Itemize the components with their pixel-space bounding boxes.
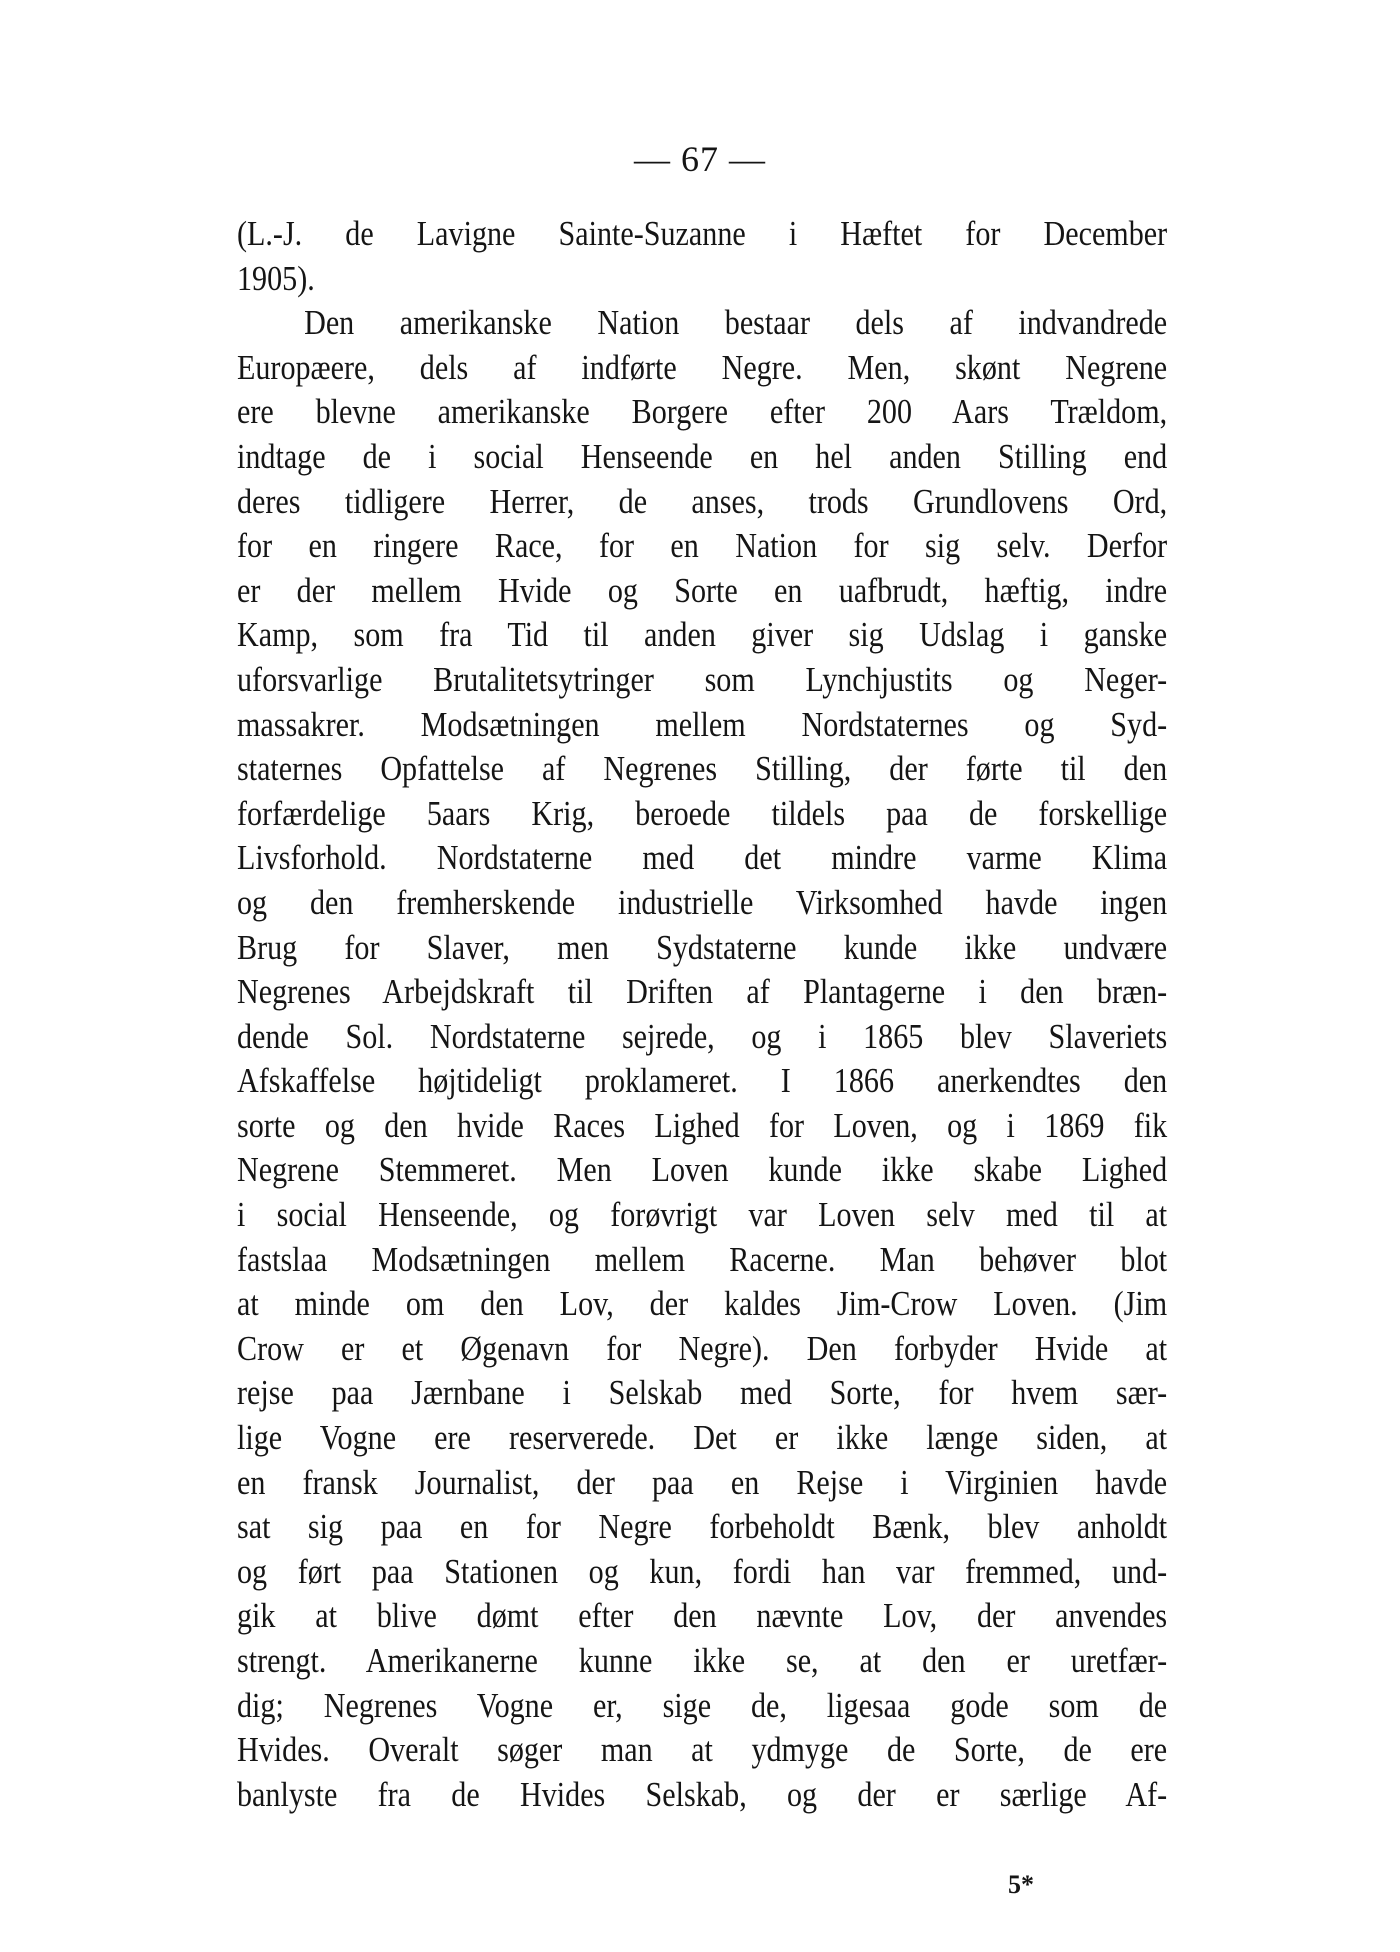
- text-line: ere blevne amerikanske Borgere efter 200 Aars Trældom,: [237, 392, 1168, 432]
- text-line: gik at blive dømt efter den nævnte Lov, der anvendes: [237, 1596, 1168, 1636]
- text-line: for en ringere Race, for en Nation for sig selv. Derfor: [237, 526, 1168, 566]
- text-line: og ført paa Stationen og kun, fordi han var fremmed, und-: [237, 1551, 1168, 1591]
- page-number: — 67 —: [634, 139, 766, 179]
- text-line: Europæere, dels af indførte Negre. Men, skønt Negrene: [237, 347, 1168, 387]
- text-line: sat sig paa en for Negre forbeholdt Bænk, blev anholdt: [237, 1507, 1168, 1547]
- text-line: strengt. Amerikanerne kunne ikke se, at den er uretfær-: [237, 1641, 1168, 1680]
- text-line: og den fremherskende industrielle Virksomhed havde ingen: [237, 882, 1168, 922]
- text-line: indtage de i social Henseende en hel anden Stilling end: [237, 436, 1168, 476]
- text-line: Brug for Slaver, men Sydstaterne kunde ikke undvære: [237, 927, 1168, 967]
- text-line: Crow er et Øgenavn for Negre). Den forbyder Hvide at: [237, 1328, 1168, 1368]
- text-line: banlyste fra de Hvides Selskab, og der er særlige Af-: [237, 1774, 1168, 1814]
- text-line: deres tidligere Herrer, de anses, trods Grundlovens Ord,: [237, 481, 1168, 521]
- text-line: lige Vogne ere reserverede. Det er ikke længe siden, at: [237, 1418, 1168, 1458]
- text-line: en fransk Journalist, der paa en Rejse i Virginien havde: [237, 1462, 1168, 1502]
- text-line: Den amerikanske Nation bestaar dels af indvandrede: [304, 303, 1168, 343]
- text-line: Hvides. Overalt søger man at ydmyge de Sorte, de ere: [237, 1730, 1168, 1770]
- text-line: Afskaffelse højtideligt proklameret. I 1866 anerkendtes den: [237, 1061, 1168, 1101]
- text-line: Kamp, som fra Tid til anden giver sig Udslag i ganske: [237, 615, 1168, 655]
- text-line: dig; Negrenes Vogne er, sige de, ligesaa gode som de: [237, 1685, 1168, 1725]
- text-line: fastslaa Modsætningen mellem Racerne. Man behøver blot: [237, 1239, 1168, 1279]
- text-line: Negrene Stemmeret. Men Loven kunde ikke skabe Lighed: [237, 1150, 1168, 1190]
- body-text: [237, 212, 1167, 1817]
- text-line: er der mellem Hvide og Sorte en uafbrudt, hæftig, indre: [237, 570, 1168, 610]
- text-line: uforsvarlige Brutalitetsytringer som Lynchjustits og Neger-: [237, 659, 1168, 699]
- text-line: i social Henseende, og forøvrigt var Loven selv med til at: [237, 1195, 1168, 1235]
- text-line: Livsforhold. Nordstaterne med det mindre varme Klima: [237, 838, 1168, 878]
- signature-mark: 5*: [1008, 1870, 1034, 1899]
- text-line: massakrer. Modsætningen mellem Nordstaternes og Syd-: [237, 704, 1168, 744]
- text-line: dende Sol. Nordstaterne sejrede, og i 1865 blev Slaveriets: [237, 1016, 1168, 1056]
- text-line: Negrenes Arbejdskraft til Driften af Plantagerne i den bræn-: [237, 972, 1168, 1012]
- text-line: staternes Opfattelse af Negrenes Stilling, der førte til den: [237, 749, 1168, 789]
- text-line: forfærdelige 5aars Krig, beroede tildels paa de forskellige: [237, 793, 1168, 833]
- text-line: at minde om den Lov, der kaldes Jim-Crow Loven. (Jim: [237, 1284, 1168, 1324]
- text-line: 1905).: [237, 258, 315, 298]
- text-line: sorte og den hvide Races Lighed for Loven, og i 1869 fik: [237, 1105, 1168, 1145]
- text-line: (L.-J. de Lavigne Sainte-Suzanne i Hæftet for December: [237, 214, 1168, 253]
- text-line: rejse paa Jærnbane i Selskab med Sorte, for hvem sær-: [237, 1373, 1168, 1413]
